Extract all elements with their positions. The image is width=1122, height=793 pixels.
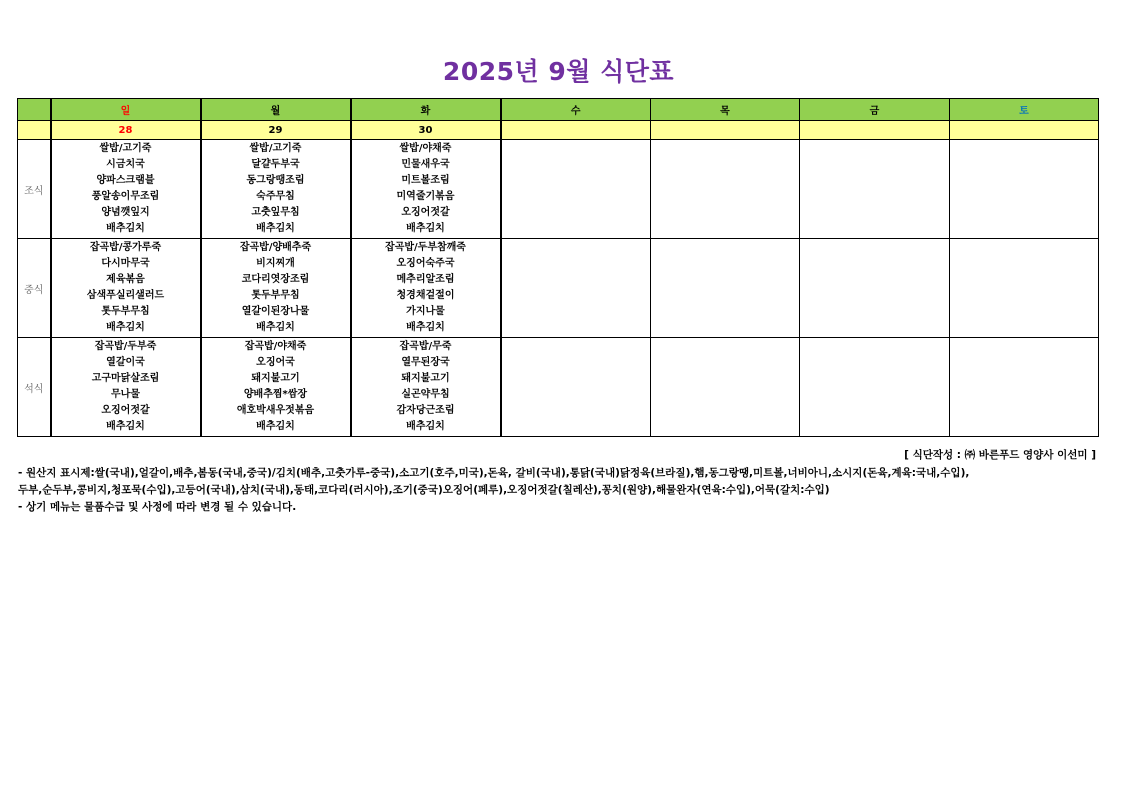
menu-cell-empty xyxy=(651,140,800,239)
menu-item: 배추김치 xyxy=(106,223,145,234)
page-title: 2025년 9월 식단표 xyxy=(442,57,675,86)
menu-item: 코다리엿장조림 xyxy=(241,274,310,285)
menu-item: 고춧잎무침 xyxy=(251,207,300,218)
menu-item: 쌀밥/야채죽 xyxy=(399,143,452,154)
menu-item: 시금치국 xyxy=(106,159,145,170)
menu-cell-empty xyxy=(501,140,651,239)
menu-item: 배추김치 xyxy=(406,223,445,234)
menu-item: 오징어숙주국 xyxy=(396,258,455,269)
menu-item: 배추김치 xyxy=(406,322,445,333)
day-header-row xyxy=(18,99,1099,121)
menu-table xyxy=(17,98,1099,437)
origin-note: - 원산지 표시제:쌀(국내),얼갈이,배추,봄동(국내,중국)/김치(배추,고춧가루-중국),소고기(호주,미국),돈육, 갈비(국내),통닭(국내)닭정육(브라질),햄,동그랑땡,미트볼,너비아니,소시지(돈육,계육:국내,수입), xyxy=(18,467,970,479)
menu-item: 열무된장국 xyxy=(401,357,450,368)
menu-item: 양파스크램블 xyxy=(96,175,155,186)
menu-cell xyxy=(201,239,351,338)
day-header-wed: 수 xyxy=(501,99,651,121)
menu-item: 풍알송이무조림 xyxy=(91,191,160,202)
menu-item: 배추김치 xyxy=(406,421,445,432)
meal-row-lunch xyxy=(18,239,1099,338)
menu-cell xyxy=(51,338,201,437)
date-fri xyxy=(800,121,950,140)
menu-item: 민물새우국 xyxy=(401,159,450,170)
menu-item: 잡곡밥/두부참깨죽 xyxy=(385,242,466,253)
menu-item: 잡곡밥/무죽 xyxy=(399,341,452,352)
menu-item: 동그랑땡조림 xyxy=(246,175,305,186)
menu-item: 양념깻잎지 xyxy=(101,207,150,218)
day-header-sun: 일 xyxy=(51,99,201,121)
menu-item: 열갈이국 xyxy=(106,357,145,368)
day-header-sat: 토 xyxy=(950,99,1099,121)
corner-cell xyxy=(18,99,51,121)
meal-label: 석식 xyxy=(18,338,51,437)
day-header-tue: 화 xyxy=(351,99,501,121)
menu-item: 톳두부무침 xyxy=(101,306,150,317)
date-row xyxy=(18,121,1099,140)
menu-item: 미트볼조림 xyxy=(401,175,450,186)
menu-item: 오징어젓갈 xyxy=(401,207,450,218)
menu-item: 잡곡밥/야채죽 xyxy=(244,341,307,352)
date-sun: 28 xyxy=(51,121,201,140)
menu-item: 제육볶음 xyxy=(106,274,145,285)
menu-item: 오징어국 xyxy=(256,357,295,368)
origin-note-continued: 두부,순두부,콩비지,청포묵(수입),고등어(국내),삼치(국내),동태,코다리(러시아),조기(중국)오징어(페루),오징어젓갈(칠레산),꽁치(원양),해물완자(연육:수입),어묵(갈치:수입) xyxy=(18,484,830,496)
menu-item: 배추김치 xyxy=(106,421,145,432)
menu-cell-empty xyxy=(800,338,950,437)
menu-item: 배추김치 xyxy=(256,223,295,234)
menu-item: 쌀밥/고기죽 xyxy=(99,143,152,154)
meal-label: 조식 xyxy=(18,140,51,239)
menu-item: 돼지불고기 xyxy=(401,373,450,384)
date-mon: 29 xyxy=(201,121,351,140)
menu-item: 배추김치 xyxy=(256,322,295,333)
date-thu xyxy=(651,121,800,140)
menu-item: 톳두부무침 xyxy=(251,290,300,301)
menu-cell-empty xyxy=(950,338,1099,437)
menu-item: 감자당근조림 xyxy=(396,405,455,416)
notes-section xyxy=(18,465,1108,516)
menu-cell-empty xyxy=(950,140,1099,239)
menu-item: 잡곡밥/두부죽 xyxy=(94,341,157,352)
meal-row-dinner xyxy=(18,338,1099,437)
menu-item: 양배추찜*쌈장 xyxy=(243,389,308,400)
menu-cell-empty xyxy=(950,239,1099,338)
menu-item: 돼지불고기 xyxy=(251,373,300,384)
menu-cell-empty xyxy=(501,239,651,338)
menu-cell-empty xyxy=(800,239,950,338)
menu-item: 숙주무침 xyxy=(256,191,295,202)
menu-cell xyxy=(51,239,201,338)
date-tue: 30 xyxy=(351,121,501,140)
menu-item: 미역줄기볶음 xyxy=(396,191,455,202)
menu-item: 배추김치 xyxy=(256,421,295,432)
menu-item: 열갈이된장나물 xyxy=(241,306,310,317)
menu-cell xyxy=(351,140,501,239)
menu-item: 비지찌개 xyxy=(256,258,295,269)
menu-item: 무나물 xyxy=(111,389,140,400)
menu-cell xyxy=(351,338,501,437)
menu-item: 실곤약무침 xyxy=(401,389,450,400)
day-header-mon: 월 xyxy=(201,99,351,121)
day-header-fri: 금 xyxy=(800,99,950,121)
menu-item: 잡곡밥/콩가루죽 xyxy=(89,242,162,253)
date-corner-cell xyxy=(18,121,51,140)
day-header-thu: 목 xyxy=(651,99,800,121)
menu-cell-empty xyxy=(651,239,800,338)
date-wed xyxy=(501,121,651,140)
menu-item: 쌀밥/고기죽 xyxy=(249,143,302,154)
menu-cell-empty xyxy=(651,338,800,437)
menu-cell-empty xyxy=(800,140,950,239)
date-sat xyxy=(950,121,1099,140)
menu-cell xyxy=(51,140,201,239)
change-disclaimer: - 상기 메뉴는 물품수급 및 사정에 따라 변경 될 수 있습니다. xyxy=(18,501,297,513)
menu-item: 메추리알조림 xyxy=(396,274,455,285)
menu-item: 고구마닭살조림 xyxy=(91,373,160,384)
menu-item: 오징어젓갈 xyxy=(101,405,150,416)
menu-cell xyxy=(201,140,351,239)
menu-item: 삼색푸실리샐러드 xyxy=(86,290,165,301)
menu-item: 애호박새우젓볶음 xyxy=(236,405,315,416)
menu-item: 달걀두부국 xyxy=(251,159,300,170)
meal-label: 중식 xyxy=(18,239,51,338)
menu-item: 청경채겉절이 xyxy=(396,290,455,301)
menu-item: 다시마무국 xyxy=(101,258,150,269)
menu-cell-empty xyxy=(501,338,651,437)
meal-row-breakfast xyxy=(18,140,1099,239)
menu-cell xyxy=(351,239,501,338)
author-credit: [ 식단작성 : ㈜ 바른푸드 영양사 이선미 ] xyxy=(904,449,1096,461)
menu-cell xyxy=(201,338,351,437)
menu-item: 가지나물 xyxy=(406,306,445,317)
menu-item: 배추김치 xyxy=(106,322,145,333)
menu-item: 잡곡밥/양배추죽 xyxy=(239,242,312,253)
